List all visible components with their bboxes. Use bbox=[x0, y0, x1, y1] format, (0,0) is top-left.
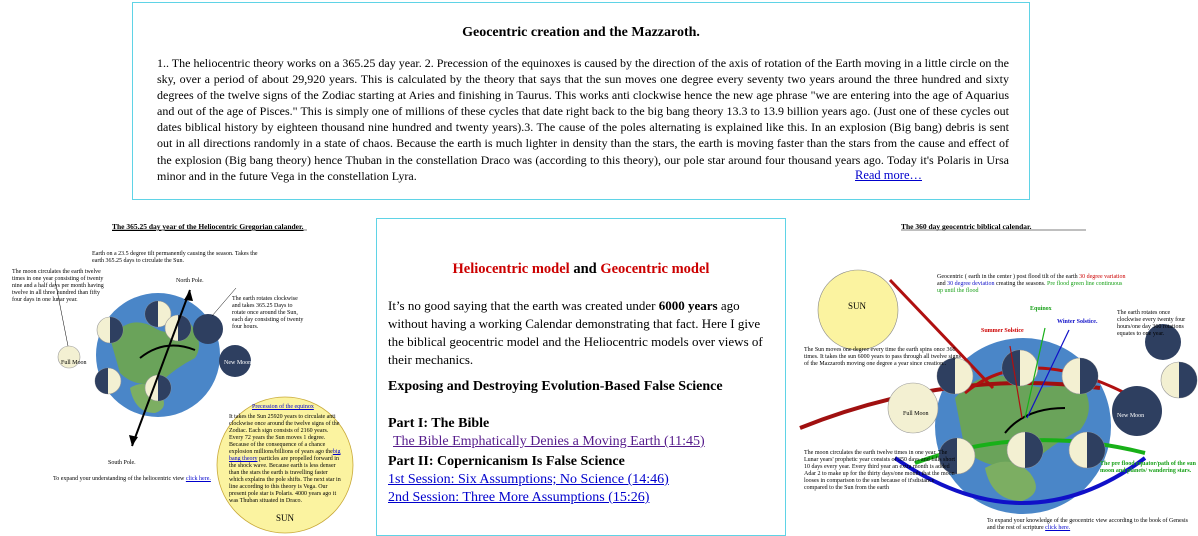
precession-link[interactable]: Precession of the equinox bbox=[252, 404, 314, 410]
rotation-note: The earth rotates clockwise and takes 365.25 Days to rotate once around the Sun, each day consisting of twenty four hours. bbox=[232, 296, 304, 330]
intro-article-box bbox=[132, 2, 1030, 200]
tilt-note: Earth on a 23.5 degree tilt permanently causing the season. Takes the earth 365.25 days to circulate the Sun. bbox=[92, 251, 258, 264]
part2-heading: Part II: Copernicanism Is False Science bbox=[388, 454, 625, 469]
sun-label: SUN bbox=[848, 301, 867, 311]
geo-rotation-note: The earth rotates once clockwise every twenty four hours/one day 360 rotations equates to one year. bbox=[1117, 310, 1186, 337]
models-intro: It’s no good saying that the earth was created under 6000 years ago without having a working Calendar demonstrating that fact. Here I give the biblical geocentric model and the Heliocentric models over views of their mechanics. bbox=[388, 298, 763, 367]
article-body: 1.. The heliocentric theory works on a 365.25 day year. 2. Precession of the equinoxes is caused by the direction of the axis of rotation of the Earth moving in a little circle on the sky, over a period of about 29,920 years. This is calculated by the theory that says that the sun moves one degree every seventy two years around the three hundred and sixty degrees of the twelve signs of the Zodiac starting at Aries and finishing in Taurus. This works anti clockwise hence the new age phrase "we are entering into the age of Aquarius and out of the age of Pisces." This is simply one of millions of these cycles that date right back to the big bang theory 13.3 to 13.9 billion years ago. (Just one of these cycles out dates biblical history by eighteen thousand nine hundred and twenty years).3. The cause of the poles alternating is explained like this. In an explosion (Big bang) debris is sent out in all directions randomly in a state of chaos. Because the earth is much lighter in density than the stars, the earth is moving faster than the stars from the cause and effect of the explosion (Big bang theory) hence Thuban in the constellation Draco was (according to this theory), our pole star around four thousand years ago. Today it's Polaris in Ursa minor and in the future Vega in the constellation Lyra. bbox=[157, 56, 1009, 183]
geocentric-title: The 360 day geocentric biblical calendar. bbox=[901, 222, 1032, 231]
read-more-link[interactable]: Read more… bbox=[855, 168, 922, 182]
article-title: Geocentric creation and the Mazzaroth. bbox=[462, 25, 700, 40]
geocentric-diagram bbox=[795, 218, 1198, 536]
section-heading: Exposing and Destroying Evolution-Based False Science bbox=[388, 379, 723, 394]
new-moon-label: New Moon bbox=[1117, 413, 1145, 419]
session1-video-link[interactable]: 1st Session: Six Assumptions; No Science (14:46) bbox=[388, 472, 669, 487]
sun-movement-note: The Sun moves one degree every time the earth spins once 360 times. It takes the sun 6000 years to pass through all twelve signs of the Mazzaroth moving one degree a year since creation.. bbox=[804, 347, 961, 367]
big-bang-link[interactable]: big bang theory bbox=[229, 449, 341, 462]
winter-solstice-label: Winter Solstice. bbox=[1057, 319, 1098, 325]
preflood-equator-note: The pre flood equator/path of the sun moon and planets/ wandering stars. bbox=[1100, 461, 1196, 474]
full-moon-label: Full Moon bbox=[903, 411, 929, 417]
summer-solstice-label: Summer Solstice bbox=[981, 328, 1024, 334]
precession-text: It takes the Sun 25920 years to circulate anti clockwise once around the twelve signs of the Zodiac. Each sign consists of 2160 years. Every 72 years the Sun moves 1 degree. Because of the consequence of a chance explosion millions/billions of years ago thebig bang theory particles are propelled forward in the shock wave. Because earth is less denser than the stars the earth is travelling faster which explains the pole shifts. The next star in line according to this theory is Vega. Our present pole star is Polaris. 4000 years ago it was Thuban situated in Draco. bbox=[229, 414, 341, 504]
geo-tilt-note: Geocentric ( earth in the center ) post flood tilt of the earth 30 degree variation and 30 degree deviation creating the seasons. Pre flood green line continuous up until the flood bbox=[937, 274, 1126, 294]
bible-video-link[interactable]: The Bible Emphatically Denies a Moving Earth (11:45) bbox=[393, 434, 705, 449]
equinox-label: Equinox bbox=[1030, 306, 1052, 312]
lunar-year-note: The moon circulates the earth twelve times in one year. The Lunar years' prophetic year consists of 350 days and falls short 10 days every year. Every third year an extra month is added Adar 2 to make up for the thirty days/one month that the moon looses in comparison to the sun because of it'sdistance compared to the Sun from the earth bbox=[804, 450, 956, 491]
south-pole-label: South Pole. bbox=[108, 460, 136, 466]
heliocentric-diagram bbox=[0, 218, 372, 536]
models-title: Heliocentric model and Geocentric model bbox=[452, 261, 710, 277]
heliocentric-title: The 365.25 day year of the Heliocentric Gregorian calander. bbox=[112, 222, 304, 231]
part1-heading: Part I: The Bible bbox=[388, 416, 490, 431]
new-moon-label: New Moon bbox=[224, 360, 252, 366]
moon-note: The moon circulates the earth twelve times in one year consisting of twenty nine and a half days per month having twelve in all three hundred than fifty four days in one lunar year. bbox=[12, 269, 104, 303]
full-moon-label: Full Moon bbox=[61, 360, 87, 366]
heliocentric-expand-text: To expand your understanding of the heliocentric view click here. bbox=[53, 476, 211, 482]
sun-label: SUN bbox=[276, 513, 295, 523]
session2-video-link[interactable]: 2nd Session: Three More Assumptions (15:26) bbox=[388, 490, 650, 505]
geocentric-expand-text: To expand your knowledge of the geocentric view according to the book of Genesis and the rest of scripture click here. bbox=[987, 518, 1189, 531]
models-overview-box bbox=[376, 218, 786, 536]
heliocentric-click-here-link[interactable]: click here. bbox=[185, 476, 211, 482]
north-pole-label: North Pole. bbox=[176, 278, 204, 284]
geocentric-click-here-link[interactable]: click here. bbox=[1045, 525, 1071, 531]
